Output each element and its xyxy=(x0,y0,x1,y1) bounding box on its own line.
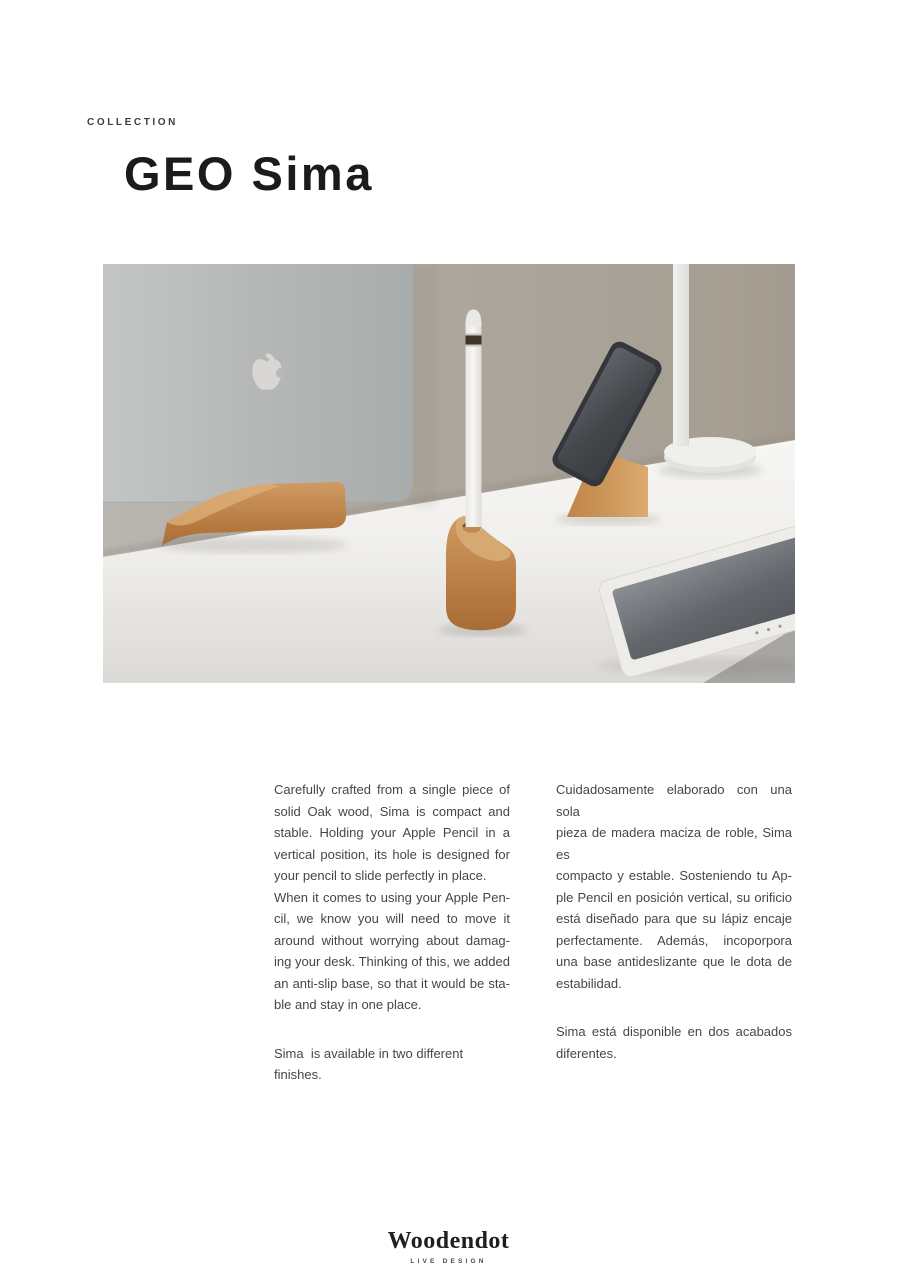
text-line: finishes. xyxy=(274,1067,322,1082)
apple-pencil xyxy=(466,310,482,531)
paragraph xyxy=(556,779,792,994)
pencil-ring-bottom xyxy=(466,345,482,347)
text-line: diferentes. xyxy=(556,1045,617,1061)
text-column-english xyxy=(274,779,510,1086)
paragraph xyxy=(274,1043,510,1086)
macbook xyxy=(103,264,437,506)
text-line: Sima is available in two different xyxy=(274,1045,464,1061)
apple-logo-bite xyxy=(276,368,286,378)
page-title: GEO Sima xyxy=(124,147,374,200)
text-line: When it comes to using your Apple Pen- xyxy=(274,889,510,905)
pencil-body xyxy=(466,322,482,530)
paragraph xyxy=(556,1021,792,1064)
text-line: ple Pencil en posición vertical, su orificio xyxy=(556,889,792,905)
text-line: around without worrying about damag- xyxy=(274,932,510,948)
text-line: an anti-slip base, so that it would be sta- xyxy=(274,975,510,991)
text-line: Cuidadosamente elaborado con una sola xyxy=(556,782,792,819)
text-line: pieza de madera maciza de roble, Sima es xyxy=(556,825,792,862)
brand-tagline: LIVE DESIGN xyxy=(410,1258,487,1265)
text-line: está diseñado para que su lápiz encaje xyxy=(556,911,792,926)
text-line: compacto y estable. Sosteniendo tu Ap- xyxy=(556,868,792,883)
text-line: ing your desk. Thinking of this, we added xyxy=(274,954,510,969)
brand-logo: Woodendot xyxy=(387,1228,510,1254)
text-line: perfectamente. Además, incoporpora xyxy=(556,932,792,948)
text-line: ble and stay in one place. xyxy=(274,997,422,1012)
lamp-pole-front xyxy=(673,264,689,446)
pencil-ring-top xyxy=(466,334,482,336)
text-line: solid Oak wood, Sima is compact and xyxy=(274,803,510,819)
text-line: stable. Holding your Apple Pencil in a xyxy=(274,825,510,840)
macbook-wall-shadow xyxy=(411,264,437,506)
footer xyxy=(0,1228,897,1265)
paragraph xyxy=(274,779,510,1016)
dock-shadow xyxy=(158,537,348,553)
text-line: vertical position, its hole is designed for xyxy=(274,846,510,862)
text-line: Sima está disponible en dos acabados xyxy=(556,1024,792,1039)
collection-eyebrow: COLLECTION xyxy=(87,117,178,128)
product-photo xyxy=(103,264,795,683)
text-line: una base antideslizante que le dota de xyxy=(556,954,792,969)
text-column-spanish xyxy=(556,779,792,1064)
pencil-band xyxy=(466,336,482,345)
text-line: estabilidad. xyxy=(556,975,622,991)
text-line: Carefully crafted from a single piece of xyxy=(274,782,510,797)
text-line: cil, we know you will need to move it xyxy=(274,911,510,926)
text-line: your pencil to slide perfectly in place. xyxy=(274,868,487,883)
desk-scene xyxy=(103,264,795,683)
